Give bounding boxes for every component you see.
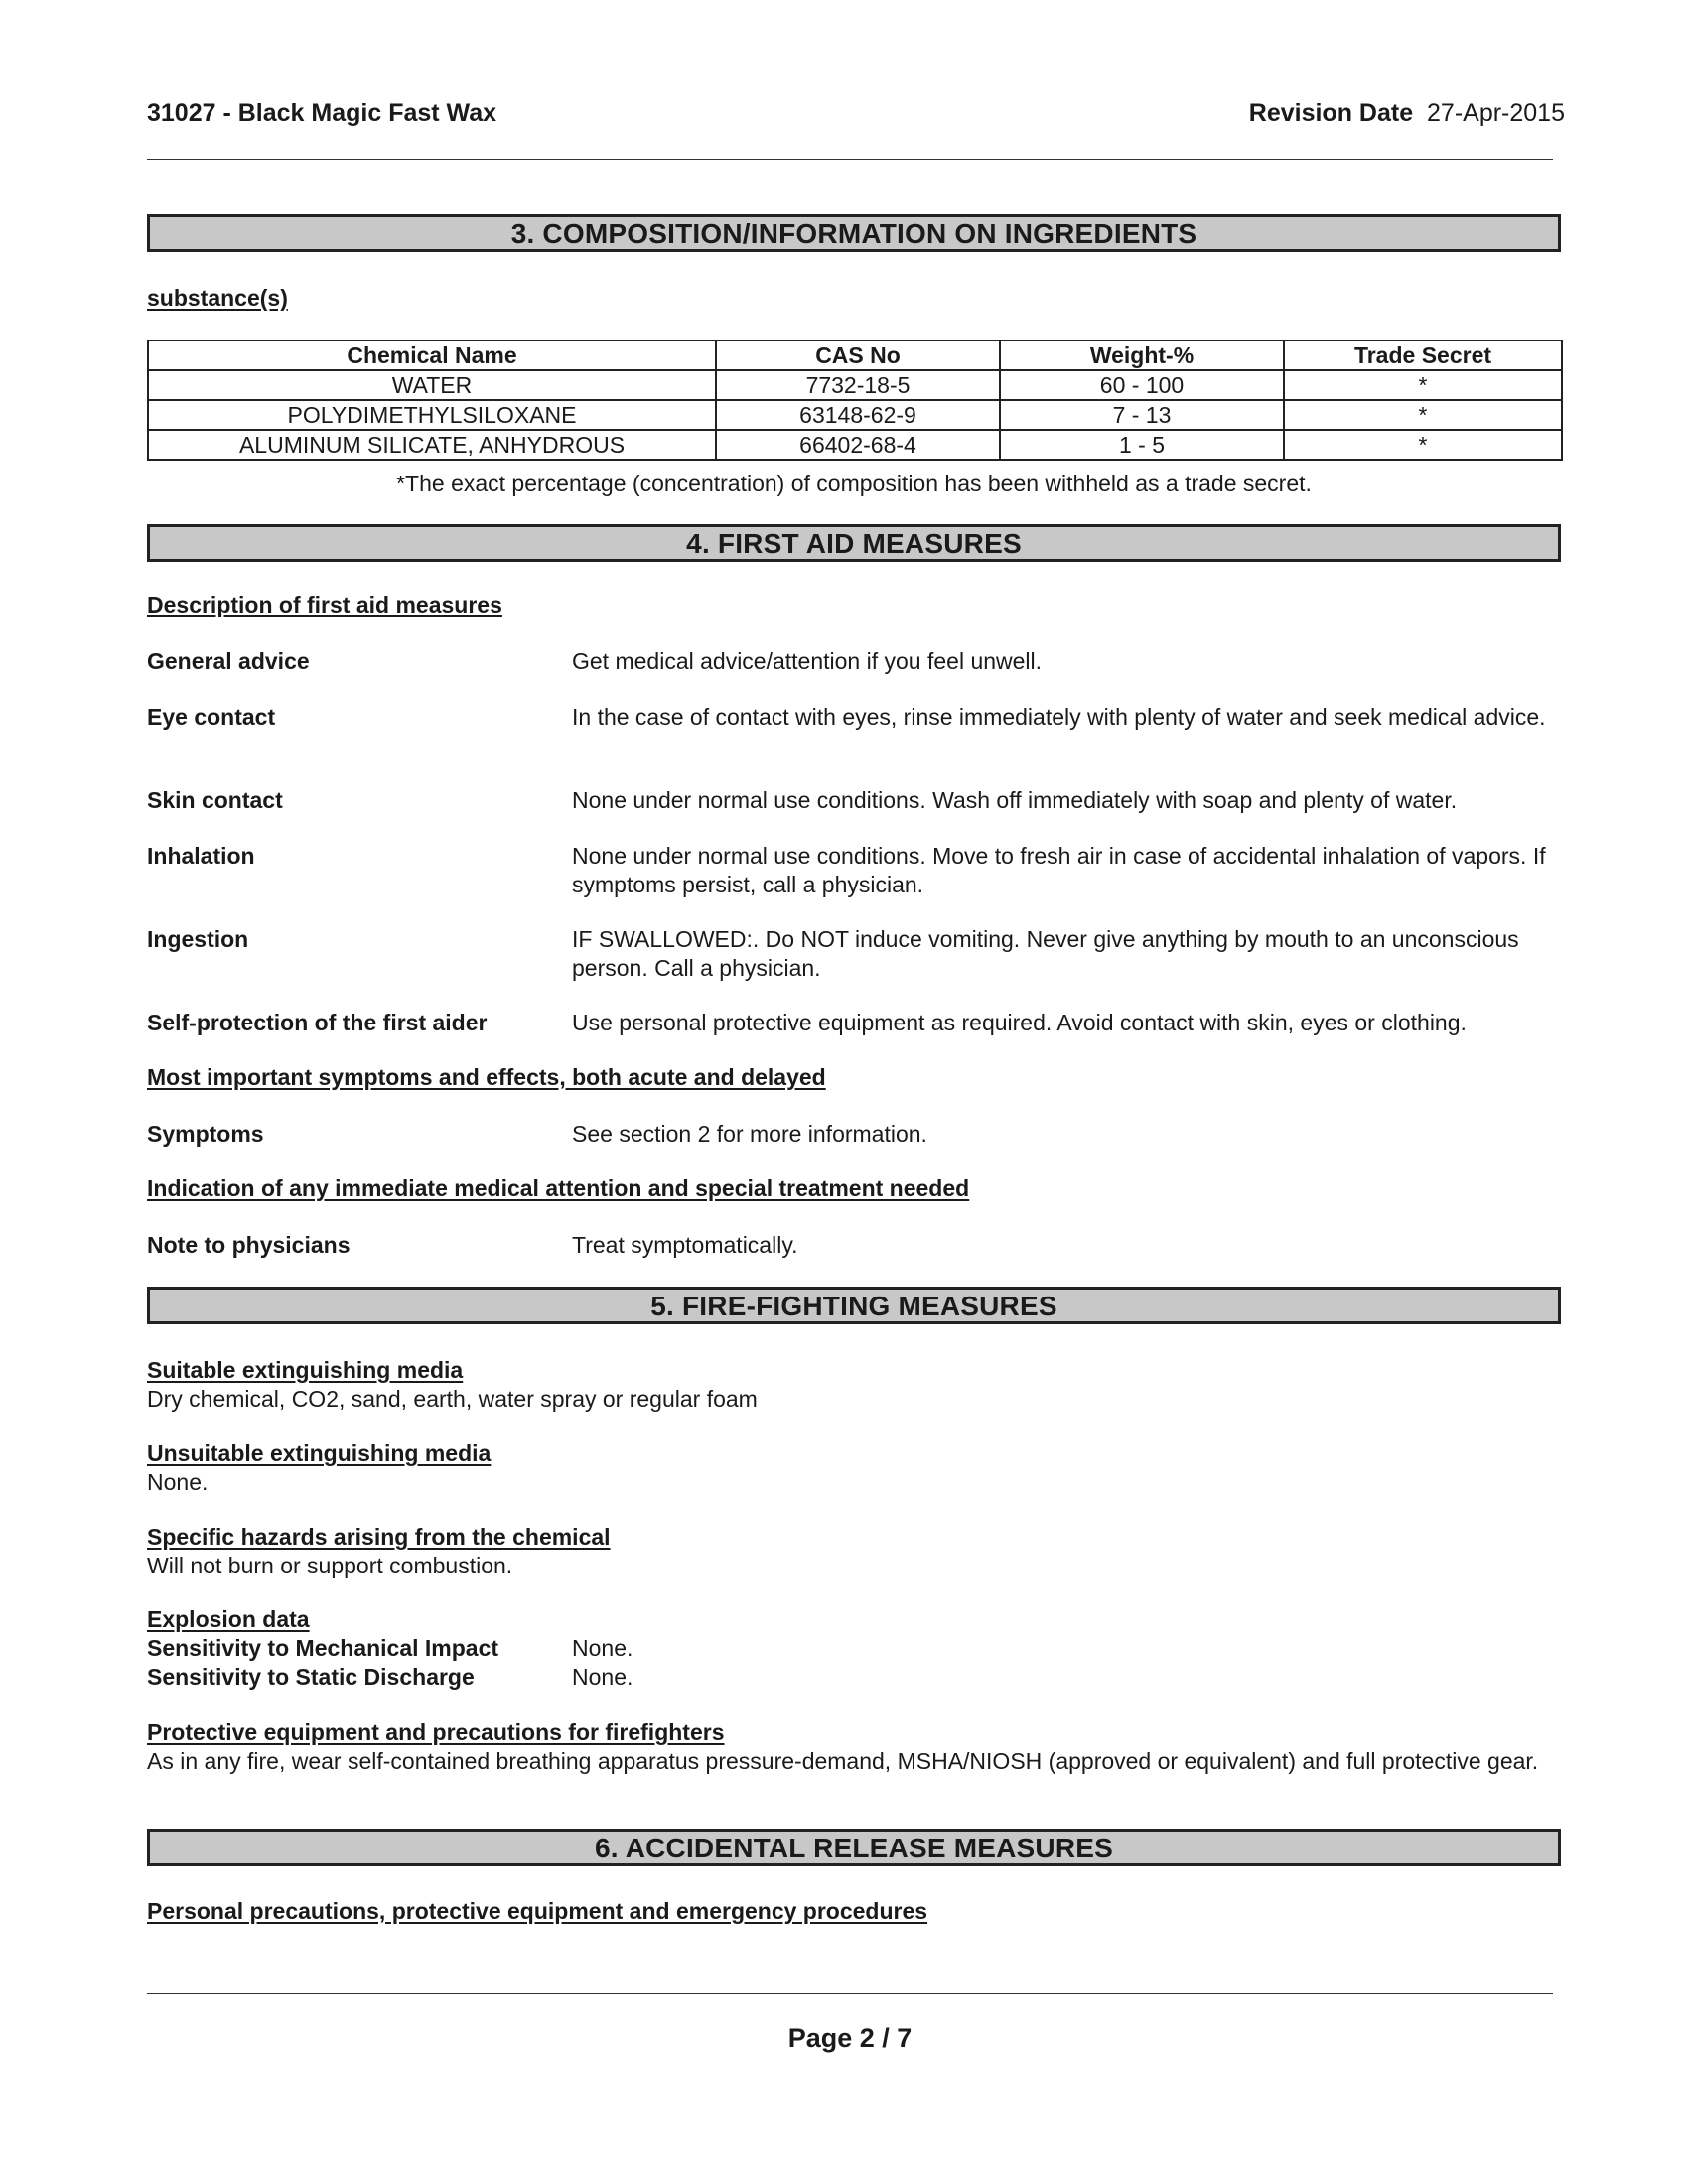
first-aid-text: In the case of contact with eyes, rinse immediately with plenty of water and seek medical advice.: [572, 704, 1546, 730]
column-header: CAS No: [716, 341, 1000, 370]
first-aid-label: Ingestion: [147, 926, 249, 952]
table-row: [148, 370, 1562, 400]
composition-table: [147, 340, 1563, 461]
table-cell: 66402-68-4: [716, 430, 1000, 460]
table-cell: ALUMINUM SILICATE, ANHYDROUS: [148, 430, 716, 460]
firefighter-protection-text: As in any fire, wear self-contained breathing apparatus pressure-demand, MSHA/NIOSH (approved or equivalent) and full protective gear.: [147, 1748, 1539, 1774]
static-discharge-label: Sensitivity to Static Discharge: [147, 1664, 475, 1690]
page-number: Page 2 / 7: [787, 2023, 913, 2053]
section-5-title: 5. FIRE-FIGHTING MEASURES: [147, 1287, 1561, 1324]
explosion-data-heading: Explosion data: [147, 1606, 310, 1632]
section-3-title: 3. COMPOSITION/INFORMATION ON INGREDIENTS: [147, 214, 1561, 252]
header-rule: [147, 159, 1553, 160]
revision-info: [1249, 99, 1565, 128]
substances-label: substance(s): [147, 285, 288, 311]
page-header: [147, 99, 1565, 133]
firefighter-protection-block: [147, 1718, 1561, 1776]
first-aid-text: None under normal use conditions. Wash off immediately with soap and plenty of water.: [572, 787, 1458, 813]
suitable-media-block: [147, 1356, 1561, 1414]
suitable-media-text: Dry chemical, CO2, sand, earth, water spray or regular foam: [147, 1386, 758, 1412]
first-aid-label: General advice: [147, 648, 310, 674]
table-cell: 7732-18-5: [716, 370, 1000, 400]
first-aid-text: None under normal use conditions. Move to fresh air in case of accidental inhalation of vapors. If symptoms persist, call a physician.: [572, 843, 1546, 897]
table-cell: 1 - 5: [1000, 430, 1284, 460]
mechanical-impact-label: Sensitivity to Mechanical Impact: [147, 1635, 499, 1661]
symptoms-heading: Most important symptoms and effects, both acute and delayed: [147, 1064, 826, 1090]
medical-attention-heading: Indication of any immediate medical attention and special treatment needed: [147, 1175, 970, 1201]
column-header: Trade Secret: [1284, 341, 1562, 370]
specific-hazards-block: [147, 1523, 1561, 1580]
table-cell: WATER: [148, 370, 716, 400]
footer-rule: [147, 1993, 1553, 1994]
product-title: 31027 - Black Magic Fast Wax: [147, 99, 497, 127]
first-aid-label: Skin contact: [147, 787, 283, 813]
firefighter-protection-heading: Protective equipment and precautions for firefighters: [147, 1719, 725, 1745]
symptoms-label: Symptoms: [147, 1121, 264, 1147]
trade-secret-note: *The exact percentage (concentration) of composition has been withheld as a trade secret.: [396, 471, 1312, 496]
first-aid-text: IF SWALLOWED:. Do NOT induce vomiting. Never give anything by mouth to an unconscious person. Call a physician.: [572, 926, 1519, 981]
table-cell: *: [1284, 400, 1562, 430]
section-4-title: 4. FIRST AID MEASURES: [147, 524, 1561, 562]
first-aid-description-heading: Description of first aid measures: [147, 592, 502, 617]
table-cell: 7 - 13: [1000, 400, 1284, 430]
specific-hazards-text: Will not burn or support combustion.: [147, 1553, 513, 1578]
table-cell: *: [1284, 430, 1562, 460]
symptoms-text: See section 2 for more information.: [572, 1121, 927, 1147]
mechanical-impact-value: None.: [572, 1635, 633, 1661]
table-cell: 63148-62-9: [716, 400, 1000, 430]
table-cell: *: [1284, 370, 1562, 400]
revision-label: Revision Date: [1248, 99, 1414, 127]
table-cell: POLYDIMETHYLSILOXANE: [148, 400, 716, 430]
specific-hazards-heading: Specific hazards arising from the chemical: [147, 1524, 611, 1550]
revision-date: 27-Apr-2015: [1427, 99, 1565, 127]
unsuitable-media-block: [147, 1439, 1561, 1497]
unsuitable-media-text: None.: [147, 1469, 209, 1495]
physicians-label: Note to physicians: [147, 1232, 351, 1258]
table-cell: 60 - 100: [1000, 370, 1284, 400]
first-aid-label: Self-protection of the first aider: [147, 1010, 488, 1035]
suitable-media-heading: Suitable extinguishing media: [147, 1357, 464, 1383]
static-discharge-value: None.: [572, 1664, 633, 1690]
table-row: [148, 430, 1562, 460]
column-header: Weight-%: [1000, 341, 1284, 370]
table-row: [148, 400, 1562, 430]
sds-page: [147, 0, 1565, 2184]
first-aid-text: Use personal protective equipment as required. Avoid contact with skin, eyes or clothing.: [572, 1010, 1467, 1035]
first-aid-label: Eye contact: [147, 704, 276, 730]
first-aid-label: Inhalation: [147, 843, 255, 869]
physicians-text: Treat symptomatically.: [572, 1232, 798, 1258]
table-header-row: [148, 341, 1562, 370]
first-aid-text: Get medical advice/attention if you feel unwell.: [572, 648, 1043, 674]
unsuitable-media-heading: Unsuitable extinguishing media: [147, 1440, 492, 1466]
section-6-title: 6. ACCIDENTAL RELEASE MEASURES: [147, 1829, 1561, 1866]
personal-precautions-heading: Personal precautions, protective equipment and emergency procedures: [147, 1898, 928, 1924]
column-header: Chemical Name: [148, 341, 716, 370]
